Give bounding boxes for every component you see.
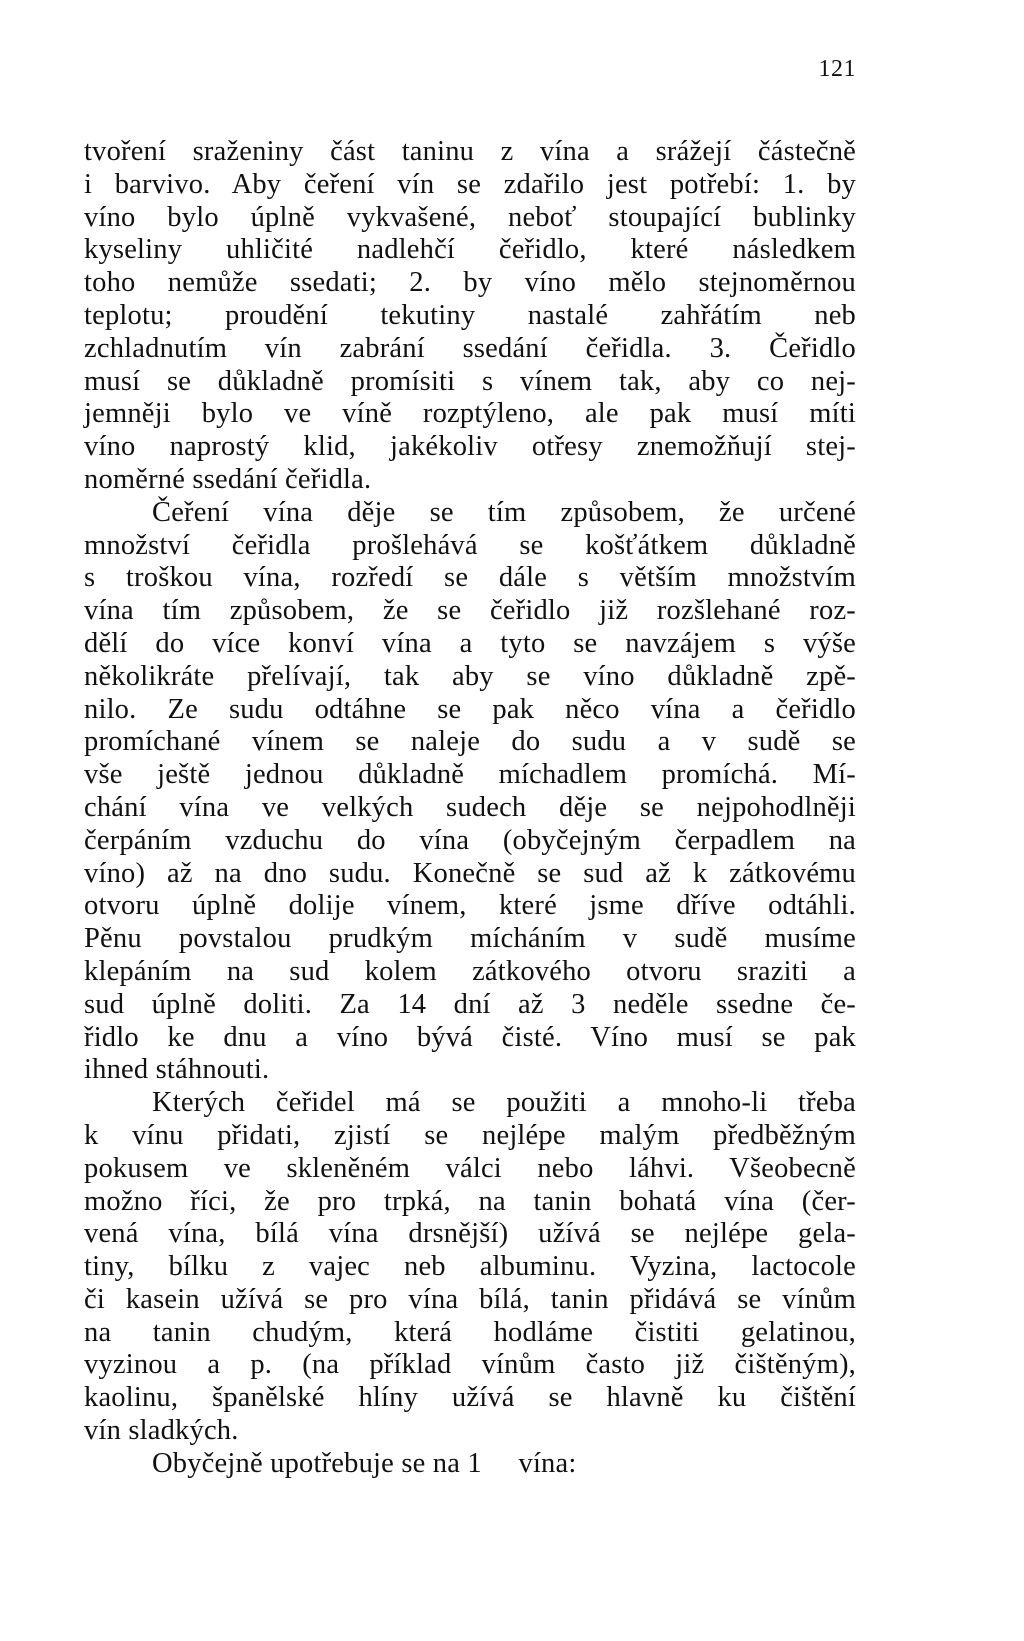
text-line: víno bylo úplně vykvašené, neboť stoupající bublinky xyxy=(84,201,856,233)
text-line: tiny, bílku z vajec neb albuminu. Vyzina, lactocole xyxy=(84,1251,856,1283)
text-line: vína tím způsobem, že se čeřidlo již rozšlehané roz- xyxy=(84,595,856,627)
text-line: Čeření vína děje se tím způsobem, že určené xyxy=(152,496,856,528)
text-line: jemněji bylo ve víně rozptýleno, ale pak musí míti xyxy=(84,398,856,430)
paragraph-4 xyxy=(84,1448,856,1481)
text-line: vyzinou a p. (na příklad vínům často již čištěným), xyxy=(84,1349,856,1381)
text-line: vín sladkých. xyxy=(84,1415,239,1447)
text-line: otvoru úplně dolije vínem, které jsme dříve odtáhli. xyxy=(84,890,856,922)
text-line: teplotu; proudění tekutiny nastalé zahřátím neb xyxy=(84,299,856,331)
text-line: kaolinu, španělské hlíny užívá se hlavně ku čištění xyxy=(84,1382,856,1414)
text-line: promíchané vínem se naleje do sudu a v sudě se xyxy=(84,726,856,758)
text-line: Obyčejně upotřebuje se na 1 vína: xyxy=(152,1447,577,1479)
text-line: chání vína ve velkých sudech děje se nejpohodlněji xyxy=(84,791,856,823)
paragraph-3 xyxy=(84,1087,856,1448)
text-line: řidlo ke dnu a víno bývá čisté. Víno musí se pak xyxy=(84,1021,856,1053)
text-line: čerpáním vzduchu do vína (obyčejným čerpadlem na xyxy=(84,824,856,856)
text-line: tvoření sraženiny část taninu z vína a srážejí částečně xyxy=(84,136,856,167)
body-text xyxy=(84,136,856,1481)
text-line: musí se důkladně promísiti s vínem tak, aby co nej- xyxy=(84,365,856,397)
text-line: možno říci, že pro trpká, na tanin bohatá vína (čer- xyxy=(84,1185,856,1217)
text-line: vše ještě jednou důkladně míchadlem promíchá. Mí- xyxy=(84,759,856,791)
text-line: ihned stáhnouti. xyxy=(84,1054,270,1086)
paragraph-1 xyxy=(84,136,856,497)
text-line: či kasein užívá se pro vína bílá, tanin přidává se vínům xyxy=(84,1283,856,1315)
text-line: dělí do více konví vína a tyto se navzájem s výše xyxy=(84,627,856,659)
text-line: k vínu přidati, zjistí se nejlépe malým předběžným xyxy=(84,1119,856,1151)
text-line: Pěnu povstalou prudkým mícháním v sudě musíme xyxy=(84,923,856,955)
text-line: noměrné ssedání čeřidla. xyxy=(84,463,372,495)
page-number: 121 xyxy=(818,56,856,82)
text-line: několikráte přelívají, tak aby se víno důkladně zpě- xyxy=(84,660,856,692)
text-line: kyseliny uhličité nadlehčí čeřidlo, které následkem xyxy=(84,234,856,266)
text-line: na tanin chudým, která hodláme čistiti gelatinou, xyxy=(84,1316,856,1348)
text-line: množství čeřidla prošlehává se košťátkem důkladně xyxy=(84,529,856,561)
text-line: víno naprostý klid, jakékoliv otřesy znemožňují stej- xyxy=(84,431,856,463)
paragraph-2 xyxy=(84,497,856,1087)
text-line: toho nemůže ssedati; 2. by víno mělo stejnoměrnou xyxy=(84,267,856,299)
text-line: i barvivo. Aby čeření vín se zdařilo jest potřebí: 1. by xyxy=(84,168,856,200)
text-line: víno) až na dno sudu. Konečně se sud až k zátkovému xyxy=(84,857,856,889)
text-line: vená vína, bílá vína drsnější) užívá se nejlépe gela- xyxy=(84,1218,856,1250)
text-line: s troškou vína, rozředí se dále s větším množstvím xyxy=(84,562,856,594)
text-line: nilo. Ze sudu odtáhne se pak něco vína a čeřidlo xyxy=(84,693,856,725)
text-line: Kterých čeřidel má se použiti a mnoho-li třeba xyxy=(152,1087,856,1119)
text-line: pokusem ve skleněném válci nebo láhvi. Všeobecně xyxy=(84,1152,856,1184)
text-line: sud úplně doliti. Za 14 dní až 3 neděle ssedne če- xyxy=(84,988,856,1020)
text-line: klepáním na sud kolem zátkového otvoru sraziti a xyxy=(84,955,856,987)
text-line: zchladnutím vín zabrání ssedání čeřidla. 3. Čeřidlo xyxy=(84,332,856,364)
